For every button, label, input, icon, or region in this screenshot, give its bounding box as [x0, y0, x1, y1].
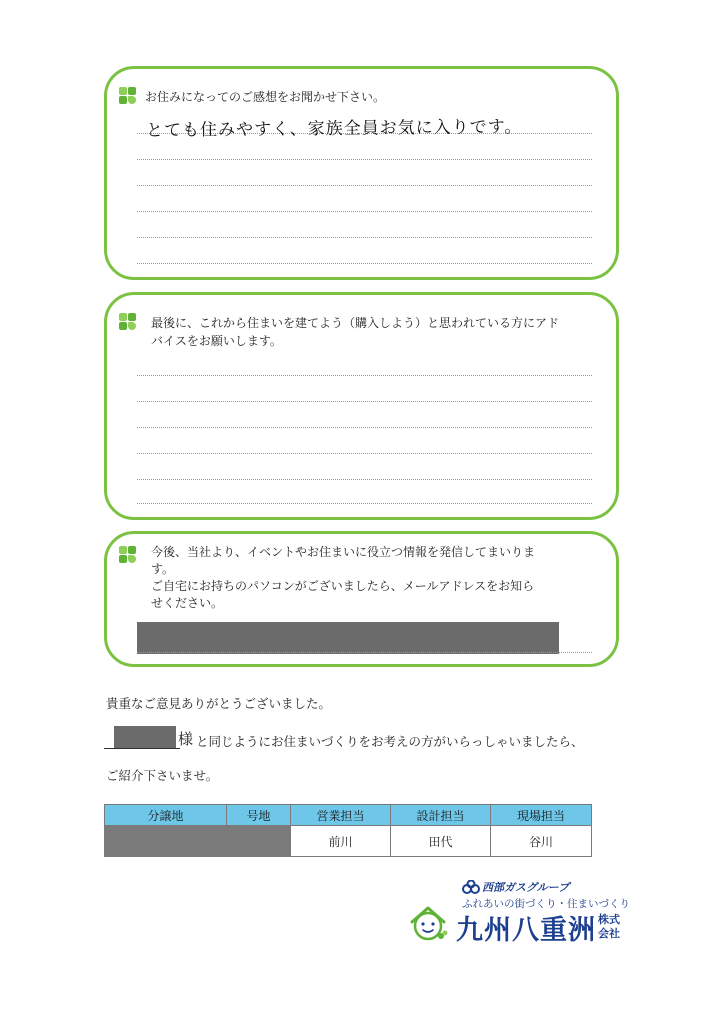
company-suffix-top: 株式 — [598, 913, 620, 926]
company-suffix-bottom: 会社 — [598, 927, 620, 940]
house-mascot-icon — [408, 903, 448, 943]
company-logo — [408, 878, 633, 948]
answer-line — [137, 503, 592, 504]
sales-rep-value: 前川 — [291, 826, 391, 857]
answer-line — [137, 652, 592, 653]
referral-line2: ご紹介下さいませ。 — [106, 768, 219, 783]
header-sales-rep: 営業担当 — [291, 805, 391, 826]
honorific: 様 — [178, 730, 194, 748]
email-question-line4: せください。 — [151, 596, 224, 610]
answer-line — [137, 453, 592, 454]
answer-line — [137, 263, 592, 264]
answer-line — [137, 401, 592, 402]
saibu-gas-mark-icon — [462, 880, 480, 894]
header-subdivision: 分譲地 — [105, 805, 227, 826]
header-site-rep: 現場担当 — [491, 805, 592, 826]
header-design-rep: 設計担当 — [391, 805, 491, 826]
staff-table-row — [105, 826, 592, 857]
clover-bullet-icon — [119, 313, 137, 331]
answer-line — [137, 427, 592, 428]
redacted-email — [137, 622, 559, 654]
clover-bullet-icon — [119, 546, 137, 564]
group-name: 西部ガスグループ — [482, 881, 570, 894]
site-rep-value: 谷川 — [491, 826, 592, 857]
name-underline — [104, 748, 180, 749]
redacted-customer-name — [114, 726, 176, 748]
staff-table — [104, 804, 592, 857]
company-name: 九州八重洲 — [456, 915, 596, 946]
header-lot-number: 号地 — [227, 805, 291, 826]
tagline: ふれあいの街づくり・住まいづくり — [462, 898, 630, 910]
redacted-lot-info — [105, 826, 291, 857]
impression-section — [104, 66, 619, 280]
clover-bullet-icon — [119, 87, 137, 105]
answer-line — [137, 185, 592, 186]
design-rep-value: 田代 — [391, 826, 491, 857]
handwritten-answer: とても住みやすく、家族全員お気に入りです。 — [145, 117, 523, 141]
answer-line — [137, 375, 592, 376]
impression-question: お住みになってのご感想をお聞かせ下さい。 — [145, 90, 386, 104]
answer-line — [137, 237, 592, 238]
advice-question-line1: 最後に、これから住まいを建てよう（購入しよう）と思われている方にアド — [151, 316, 560, 330]
referral-line1: と同じようにお住まいづくりをお考えの方がいらっしゃいましたら、 — [196, 734, 584, 749]
answer-line — [137, 479, 592, 480]
email-question-line1: 今後、当社より、イベントやお住まいに役立つ情報を発信してまいりま — [151, 545, 536, 559]
answer-line — [137, 159, 592, 160]
advice-section — [104, 292, 619, 520]
thanks-text: 貴重なご意見ありがとうございました。 — [106, 696, 332, 711]
answer-line — [137, 211, 592, 212]
email-section — [104, 531, 619, 667]
advice-question-line2: バイスをお願いします。 — [151, 334, 282, 348]
staff-table-header-row — [105, 805, 592, 826]
email-question-line2: す。 — [151, 562, 175, 576]
email-question-line3: ご自宅にお持ちのパソコンがございましたら、メールアドレスをお知ら — [151, 579, 535, 593]
